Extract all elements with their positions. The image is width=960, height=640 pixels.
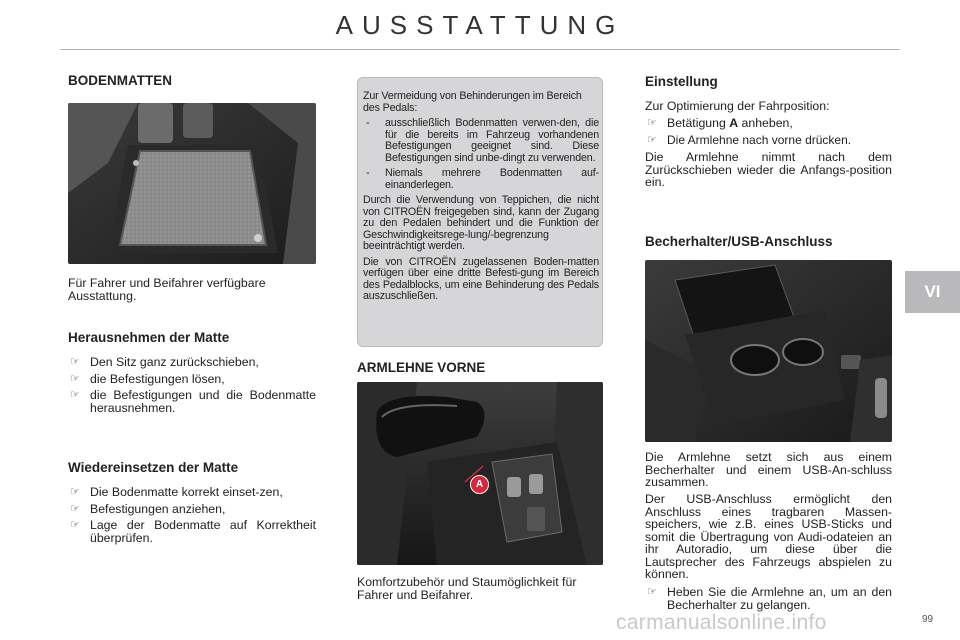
list-item: ☞ Befestigungen anziehen,: [70, 501, 226, 516]
list-item: ☞ die Befestigungen und die Bodenmatte herausnehmen.: [70, 388, 316, 415]
usb-paragraph: Der USB-Anschluss ermöglicht den Anschluss eines tragbaren Massen-speichers, wie z.B. eines USB-Sticks und somit die Übertragung von Audi-odateien an ihr Autoradio, um diese über die Lautsprecher des Fahrzeugs abspielen zu können.: [645, 492, 892, 581]
list-item: ☞ Lage der Bodenmatte auf Korrektheit überprüfen.: [70, 518, 316, 545]
page-title: AUSSTATTUNG: [335, 10, 625, 40]
section-heading-armrest: ARMLEHNE VORNE: [357, 360, 486, 375]
list-item: ☞ Heben Sie die Armlehne an, um an den Becherhalter zu gelangen.: [647, 585, 892, 612]
armrest-photo: [357, 382, 603, 565]
pointing-hand-icon: ☞: [647, 586, 657, 598]
pointing-hand-icon: ☞: [70, 519, 80, 531]
pointing-hand-icon: ☞: [70, 356, 80, 368]
section-heading-remove: Herausnehmen der Matte: [68, 330, 230, 345]
floor-mat-photo: [68, 103, 316, 264]
pointing-hand-icon: ☞: [70, 372, 80, 385]
list-item: ☞ Die Armlehne nach vorne drücken.: [647, 132, 852, 147]
list-item: - Niemals mehrere Bodenmatten auf-einanderlegen.: [366, 167, 599, 191]
pointing-hand-icon: ☞: [70, 486, 80, 498]
pointing-hand-icon: ☞: [647, 117, 657, 129]
list-item: ☞ die Befestigungen lösen,: [70, 371, 225, 386]
note-list: [363, 118, 599, 191]
section-heading-adjustment: Einstellung: [645, 74, 718, 89]
floor-mats-intro: Für Fahrer und Beifahrer verfügbare Ausstattung.: [68, 276, 266, 303]
note-paragraph: Die von CITROËN zugelassenen Boden-matten verfügen über eine dritte Befesti-gung im Bereich des Pedalblocks, um eine Behinderung des Pedals auszuschließen.: [363, 255, 599, 302]
adjustment-intro: Zur Optimierung der Fahrposition:: [645, 99, 830, 113]
pointing-hand-icon: ☞: [70, 502, 80, 515]
armrest-illustration: [357, 382, 603, 565]
watermark: carmanualsonline.info: [616, 611, 827, 634]
floor-mat-illustration: [68, 103, 316, 264]
note-paragraph: Durch die Verwendung von Teppichen, die nicht von CITROËN freigegeben sind, kann der Zugang zu den Pedalen behindert und die Funktion der Geschwindigkeitsrege-lung/-begrenzung beeinträchtigt werden.: [363, 194, 599, 252]
list-item: - ausschließlich Bodenmatten verwen-den, die für die bereits im Fahrzeug vorhandenen Befestigungen geeignet sind. Diese Befestigungen sind unbe-dingt zu verwenden.: [366, 117, 599, 164]
chapter-tab[interactable]: VI: [905, 271, 960, 313]
title-rule: [60, 49, 900, 50]
adjustment-after: Die Armlehne nimmt nach dem Zurückschieben wieder die Anfangs-position ein.: [645, 150, 892, 189]
list-item: ☞ Betätigung A anheben,: [647, 116, 793, 130]
list-item: ☞ Den Sitz ganz zurückschieben,: [70, 355, 259, 369]
page-number: 99: [922, 614, 934, 625]
pointing-hand-icon: ☞: [70, 389, 80, 401]
warning-note-box: [357, 77, 603, 347]
cupholder-illustration: [645, 260, 892, 442]
adjustment-steps: [645, 117, 892, 150]
list-item: ☞ Die Bodenmatte korrekt einset-zen,: [70, 485, 283, 499]
section-heading-refit: Wiedereinsetzen der Matte: [68, 460, 239, 475]
note-intro: Zur Vermeidung von Behinderungen im Bereich des Pedals:: [363, 90, 582, 114]
pointing-hand-icon: ☞: [647, 133, 657, 146]
refit-steps: [68, 486, 316, 548]
cupholder-photo: [645, 260, 892, 442]
callout-a: A: [470, 475, 489, 494]
armrest-caption: Komfortzubehör und Staumöglichkeit für Fahrer und Beifahrer.: [357, 575, 577, 602]
remove-steps: [68, 356, 316, 418]
section-heading-cupholder: Becherhalter/USB-Anschluss: [645, 234, 833, 249]
section-heading-floor-mats: BODENMATTEN: [68, 73, 172, 88]
cupholder-paragraph: Die Armlehne setzt sich aus einem Becherhalter und einem USB-An-schluss zusammen.: [645, 450, 892, 489]
